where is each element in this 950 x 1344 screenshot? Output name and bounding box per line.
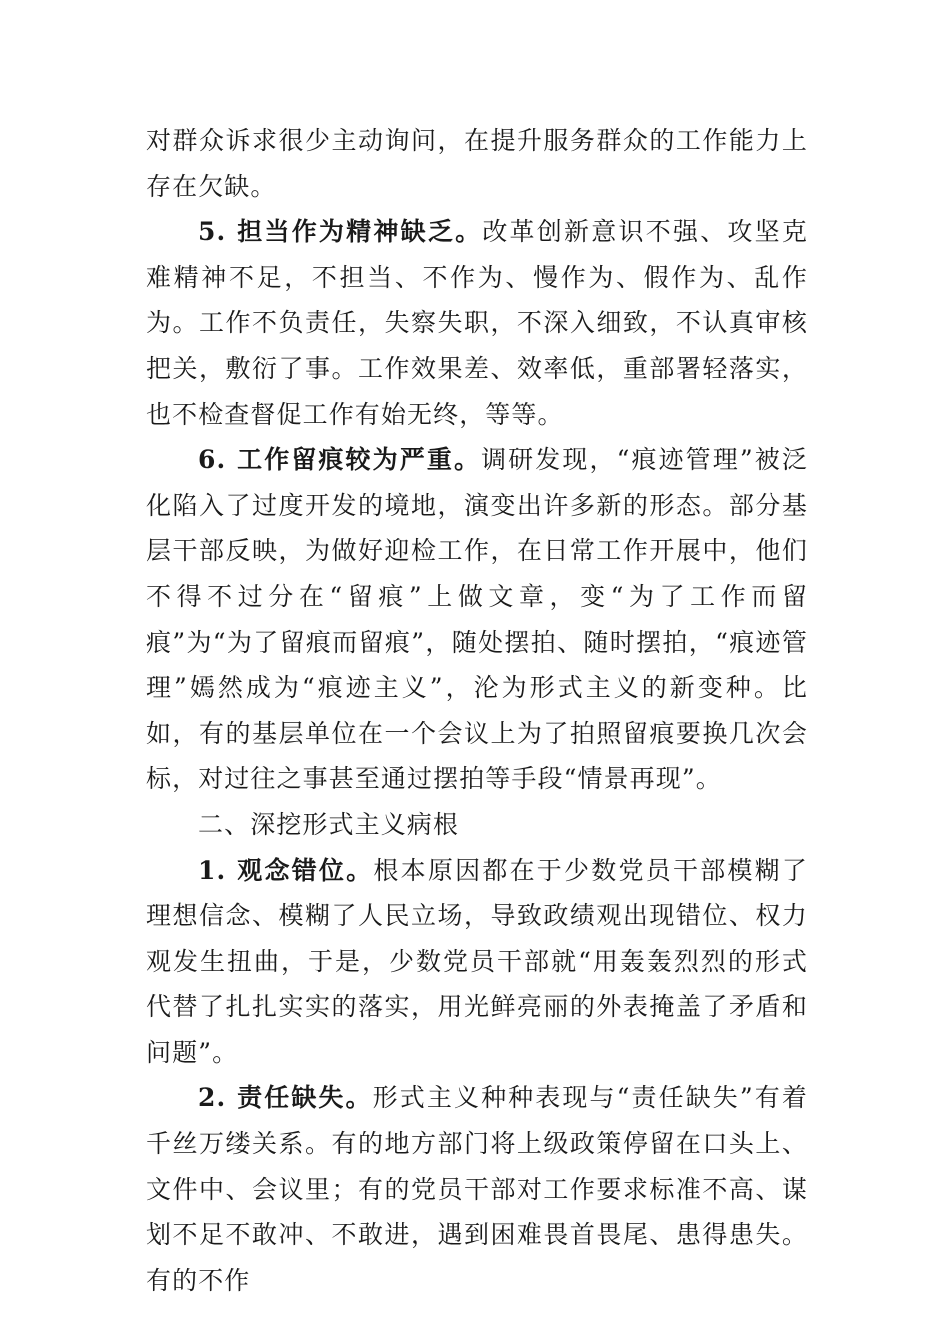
paragraph-lead: 2. 责任缺失。 (198, 1083, 373, 1113)
paragraph-section-item-1 (146, 848, 808, 1076)
paragraph-text: 改革创新意识不强、攻坚克难精神不足，不担当、不作为、慢作为、假作为、乱作为。工作不负责任，失察失职，不深入细致，不认真审核把关，敷衍了事。工作效果差、效率低，重部署轻落实，也不检查督促工作有始无终，等等。 (146, 217, 808, 429)
section-heading: 二、深挖形式主义病根 (198, 809, 460, 839)
paragraph-text: 调研发现，“痕迹管理”被泛化陷入了过度开发的境地，演变出许多新的形态。部分基层干部反映，为做好迎检工作，在日常工作开展中，他们不得不过分在“留痕”上做文章，变“为了工作而留痕”为“为了留痕而留痕”，随处摆拍、随时摆拍，“痕迹管理”嫣然成为“痕迹主义”，沦为形式主义的新变种。比如，有的基层单位在一个会议上为了拍照留痕要换几次会标，对过往之事甚至通过摆拍等手段“情景再现”。 (146, 445, 808, 794)
paragraph-text: 根本原因都在于少数党员干部模糊了理想信念、模糊了人民立场，导致政绩观出现错位、权力观发生扭曲，于是，少数党员干部就“用轰轰烈烈的形式代替了扎扎实实的落实，用光鲜亮丽的外表掩盖了矛盾和问题”。 (146, 855, 808, 1067)
paragraph-lead: 1. 观念错位。 (198, 855, 374, 885)
paragraph-text: 形式主义种种表现与“责任缺失”有着千丝万缕关系。有的地方部门将上级政策停留在口头上、文件中、会议里；有的党员干部对工作要求标准不高、谋划不足不敢冲、不敢进，遇到困难畏首畏尾、患得患失。有的不作 (146, 1083, 808, 1295)
paragraph-item-6 (146, 437, 808, 802)
paragraph-item-5 (146, 209, 808, 437)
paragraph-lead: 5. 担当作为精神缺乏。 (198, 217, 483, 247)
paragraph-section-item-2 (146, 1075, 808, 1303)
document-body (146, 118, 808, 1303)
paragraph-continuation (146, 118, 808, 209)
paragraph-text: 对群众诉求很少主动询问，在提升服务群众的工作能力上存在欠缺。 (146, 126, 808, 201)
paragraph-lead: 6. 工作留痕较为严重。 (198, 445, 482, 475)
